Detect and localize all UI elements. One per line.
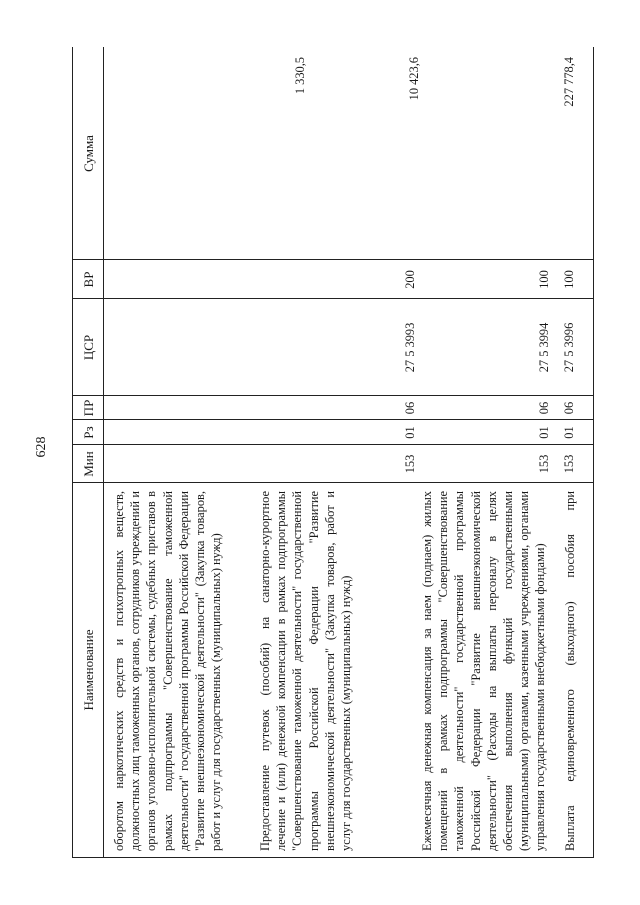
header-vr: ВР [81,271,96,288]
header-name: Наименование [81,629,96,711]
table-cell-rz: 01 [403,426,417,439]
column-divider [73,419,593,420]
table-row-name: Ежемесячная денежная компенсация за наем (поднаем) жилых помещений в рамках подпрограммы "Совершенствование таможенной деятельности" государственной программы Российской Федерации "Развитие внешнеэкономической деятельности" (Расходы на выплаты персоналу в целях обеспечения выполнения функций государственными (муниципальными) органами, казенными учреждениями, органами управления государственными внебюджетными фондами) [420,491,548,851]
table-cell-pr: 06 [562,401,576,415]
header-rz: Рз [81,426,96,439]
table-cell-min: 153 [562,454,576,474]
table-cell-vr: 200 [403,270,417,289]
header-divider [103,47,104,857]
table-cell-min: 153 [537,454,551,474]
header-min: Мин [81,451,96,477]
column-divider [73,298,593,299]
table-cell-rz: 01 [537,426,551,439]
column-divider [73,395,593,396]
header-sum: Сумма [81,135,96,172]
table-cell-min: 153 [403,454,417,474]
table-cell-pr: 06 [537,401,551,415]
column-divider [73,482,593,483]
header-csr: ЦСР [81,334,96,361]
table-cell-sum: 1 330,5 [293,57,307,95]
table-cell-vr: 100 [537,270,551,289]
table-cell-sum: 227 778,4 [562,57,576,107]
table-cell-vr: 100 [562,270,576,289]
header-pr: ПР [81,399,96,417]
column-divider [73,259,593,260]
table-row-name: Выплата единовременного (выходного) пособия при [563,491,577,851]
column-divider [73,444,593,445]
page-number: 628 [34,436,49,458]
table-row-name: Предоставление путевок (пособий) на санаторно-курортное лечение и (или) денежной компенсации в рамках подпрограммы "Совершенствование таможенной деятельности" государственной программы Российской Федерации "Развитие внешнеэкономической деятельности" (Закупка товаров, работ и услуг для государственных (муниципальных) нужд) [258,491,354,851]
table-cell-rz: 01 [562,426,576,439]
table-cell-csr: 27 5 3996 [562,322,576,373]
budget-table [72,47,594,858]
table-cell-sum: 10 423,6 [407,57,421,101]
table-cell-csr: 27 5 3993 [403,322,417,373]
table-cell-csr: 27 5 3994 [537,322,551,373]
table-row-name: оборотом наркотических средств и психотропных веществ, должностных лиц таможенных органов, сотрудников учреждений и органов уголовно-исполнительной системы, судебных приставов в рамках подпрограммы "Совершенствование таможенной деятельности" государственной программы Российской Федерации "Развитие внешнеэкономической деятельности" (Закупка товаров, работ и услуг для государственных (муниципальных) нужд) [112,491,224,851]
table-cell-pr: 06 [403,401,417,415]
